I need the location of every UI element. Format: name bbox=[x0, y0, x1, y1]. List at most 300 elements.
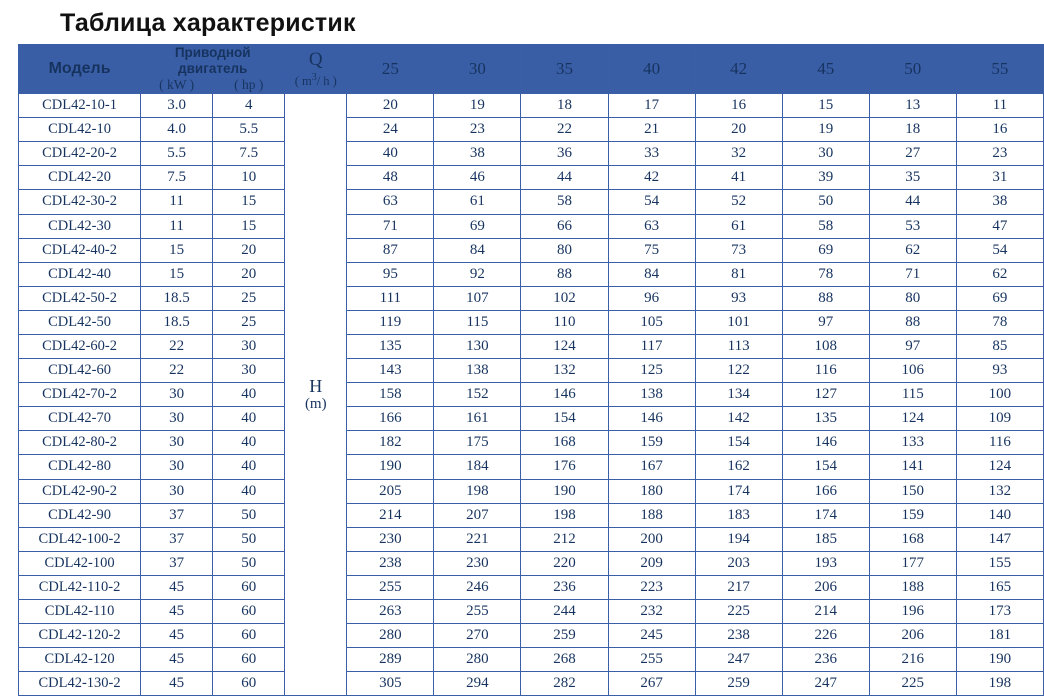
cell-head-value: 166 bbox=[782, 479, 869, 503]
cell-head-value: 135 bbox=[347, 334, 434, 358]
cell-motor-kw: 45 bbox=[141, 600, 213, 624]
cell-motor-hp: 10 bbox=[213, 166, 285, 190]
cell-head-value: 146 bbox=[782, 431, 869, 455]
cell-head-value: 259 bbox=[695, 672, 782, 696]
cell-head-value: 18 bbox=[869, 118, 956, 142]
cell-head-value: 207 bbox=[434, 503, 521, 527]
cell-motor-hp: 20 bbox=[213, 262, 285, 286]
cell-head-value: 166 bbox=[347, 407, 434, 431]
cell-head-value: 180 bbox=[608, 479, 695, 503]
cell-head-value: 162 bbox=[695, 455, 782, 479]
table-row bbox=[19, 648, 1044, 672]
cell-head-value: 226 bbox=[782, 624, 869, 648]
cell-head-value: 188 bbox=[869, 575, 956, 599]
cell-model: CDL42-110 bbox=[19, 600, 141, 624]
cell-model: CDL42-30 bbox=[19, 214, 141, 238]
cell-motor-kw: 30 bbox=[141, 479, 213, 503]
table-row bbox=[19, 214, 1044, 238]
cell-head-value: 102 bbox=[521, 286, 608, 310]
header-flow-25: 25 bbox=[347, 45, 434, 94]
cell-head-value: 280 bbox=[434, 648, 521, 672]
cell-head-value: 161 bbox=[434, 407, 521, 431]
cell-head-value: 63 bbox=[347, 190, 434, 214]
table-row bbox=[19, 551, 1044, 575]
cell-head-value: 220 bbox=[521, 551, 608, 575]
cell-motor-hp: 40 bbox=[213, 431, 285, 455]
header-flow-unit bbox=[285, 72, 346, 89]
cell-model: CDL42-20 bbox=[19, 166, 141, 190]
cell-head-value: 159 bbox=[869, 503, 956, 527]
cell-head-value: 152 bbox=[434, 383, 521, 407]
cell-motor-kw: 37 bbox=[141, 503, 213, 527]
cell-head-value: 15 bbox=[782, 94, 869, 118]
cell-head-value: 146 bbox=[521, 383, 608, 407]
table-row bbox=[19, 238, 1044, 262]
table-row bbox=[19, 672, 1044, 696]
table-row bbox=[19, 575, 1044, 599]
cell-head-value: 125 bbox=[608, 359, 695, 383]
cell-head-value: 69 bbox=[434, 214, 521, 238]
cell-model: CDL42-90 bbox=[19, 503, 141, 527]
cell-head-value: 13 bbox=[869, 94, 956, 118]
cell-head-value: 132 bbox=[521, 359, 608, 383]
cell-head-value: 54 bbox=[956, 238, 1043, 262]
cell-head-value: 154 bbox=[782, 455, 869, 479]
cell-motor-hp: 30 bbox=[213, 334, 285, 358]
cell-head-value: 88 bbox=[521, 262, 608, 286]
cell-motor-hp: 15 bbox=[213, 214, 285, 238]
cell-head-value: 88 bbox=[782, 286, 869, 310]
cell-head-value: 101 bbox=[695, 310, 782, 334]
head-unit: (m) bbox=[304, 396, 327, 413]
cell-head-value: 184 bbox=[434, 455, 521, 479]
cell-head-value: 165 bbox=[956, 575, 1043, 599]
cell-head-value: 236 bbox=[521, 575, 608, 599]
cell-head-value: 20 bbox=[347, 94, 434, 118]
cell-head-value: 19 bbox=[434, 94, 521, 118]
cell-head-value: 133 bbox=[869, 431, 956, 455]
cell-head-value: 20 bbox=[695, 118, 782, 142]
cell-motor-kw: 45 bbox=[141, 672, 213, 696]
cell-head-value: 110 bbox=[521, 310, 608, 334]
cell-head-value: 106 bbox=[869, 359, 956, 383]
cell-head-value: 50 bbox=[782, 190, 869, 214]
cell-head-value: 35 bbox=[869, 166, 956, 190]
cell-head-value: 154 bbox=[521, 407, 608, 431]
cell-head-value: 134 bbox=[695, 383, 782, 407]
cell-head-value: 115 bbox=[869, 383, 956, 407]
cell-head-value: 96 bbox=[608, 286, 695, 310]
cell-head-value: 225 bbox=[695, 600, 782, 624]
cell-head-value: 44 bbox=[869, 190, 956, 214]
cell-head-value: 140 bbox=[956, 503, 1043, 527]
cell-head-value: 188 bbox=[608, 503, 695, 527]
header-flow-42: 42 bbox=[695, 45, 782, 94]
cell-head-value: 92 bbox=[434, 262, 521, 286]
table-row bbox=[19, 431, 1044, 455]
cell-motor-hp: 40 bbox=[213, 383, 285, 407]
head-axis-label bbox=[285, 94, 347, 696]
cell-head-value: 31 bbox=[956, 166, 1043, 190]
cell-model: CDL42-70 bbox=[19, 407, 141, 431]
cell-head-value: 18 bbox=[521, 94, 608, 118]
header-motor: Приводной двигатель bbox=[141, 45, 285, 77]
cell-head-value: 174 bbox=[782, 503, 869, 527]
cell-head-value: 16 bbox=[695, 94, 782, 118]
cell-head-value: 61 bbox=[695, 214, 782, 238]
cell-head-value: 32 bbox=[695, 142, 782, 166]
header-row-1 bbox=[19, 45, 1044, 77]
cell-head-value: 54 bbox=[608, 190, 695, 214]
cell-head-value: 23 bbox=[956, 142, 1043, 166]
cell-head-value: 119 bbox=[347, 310, 434, 334]
cell-head-value: 176 bbox=[521, 455, 608, 479]
cell-head-value: 135 bbox=[782, 407, 869, 431]
header-flow-unit-sup: 3 bbox=[311, 71, 317, 83]
cell-head-value: 238 bbox=[695, 624, 782, 648]
cell-motor-kw: 18.5 bbox=[141, 286, 213, 310]
cell-motor-kw: 30 bbox=[141, 383, 213, 407]
cell-model: CDL42-30-2 bbox=[19, 190, 141, 214]
cell-head-value: 87 bbox=[347, 238, 434, 262]
cell-head-value: 93 bbox=[956, 359, 1043, 383]
table-row bbox=[19, 262, 1044, 286]
table-row bbox=[19, 334, 1044, 358]
cell-head-value: 244 bbox=[521, 600, 608, 624]
cell-head-value: 17 bbox=[608, 94, 695, 118]
cell-head-value: 146 bbox=[608, 407, 695, 431]
cell-model: CDL42-10-1 bbox=[19, 94, 141, 118]
cell-head-value: 48 bbox=[347, 166, 434, 190]
header-motor-hp: ( hp ) bbox=[213, 77, 285, 94]
table-row bbox=[19, 118, 1044, 142]
cell-head-value: 198 bbox=[521, 503, 608, 527]
cell-model: CDL42-90-2 bbox=[19, 479, 141, 503]
cell-motor-hp: 25 bbox=[213, 286, 285, 310]
cell-motor-hp: 40 bbox=[213, 479, 285, 503]
cell-head-value: 205 bbox=[347, 479, 434, 503]
cell-head-value: 97 bbox=[869, 334, 956, 358]
cell-head-value: 150 bbox=[869, 479, 956, 503]
cell-motor-hp: 60 bbox=[213, 575, 285, 599]
cell-motor-hp: 25 bbox=[213, 310, 285, 334]
cell-head-value: 53 bbox=[869, 214, 956, 238]
cell-model: CDL42-10 bbox=[19, 118, 141, 142]
cell-head-value: 141 bbox=[869, 455, 956, 479]
cell-head-value: 217 bbox=[695, 575, 782, 599]
cell-head-value: 66 bbox=[521, 214, 608, 238]
cell-head-value: 132 bbox=[956, 479, 1043, 503]
cell-head-value: 40 bbox=[347, 142, 434, 166]
cell-head-value: 39 bbox=[782, 166, 869, 190]
cell-head-value: 245 bbox=[608, 624, 695, 648]
cell-head-value: 216 bbox=[869, 648, 956, 672]
table-row bbox=[19, 527, 1044, 551]
table-row bbox=[19, 503, 1044, 527]
cell-model: CDL42-70-2 bbox=[19, 383, 141, 407]
header-flow-30: 30 bbox=[434, 45, 521, 94]
cell-head-value: 19 bbox=[782, 118, 869, 142]
cell-head-value: 196 bbox=[869, 600, 956, 624]
cell-head-value: 138 bbox=[434, 359, 521, 383]
cell-motor-kw: 22 bbox=[141, 359, 213, 383]
cell-head-value: 62 bbox=[956, 262, 1043, 286]
cell-head-value: 259 bbox=[521, 624, 608, 648]
header-flow-45: 45 bbox=[782, 45, 869, 94]
cell-head-value: 124 bbox=[869, 407, 956, 431]
cell-head-value: 255 bbox=[347, 575, 434, 599]
cell-motor-kw: 45 bbox=[141, 624, 213, 648]
cell-motor-kw: 30 bbox=[141, 431, 213, 455]
cell-head-value: 221 bbox=[434, 527, 521, 551]
cell-head-value: 27 bbox=[869, 142, 956, 166]
cell-head-value: 255 bbox=[608, 648, 695, 672]
cell-head-value: 117 bbox=[608, 334, 695, 358]
cell-head-value: 168 bbox=[869, 527, 956, 551]
cell-head-value: 46 bbox=[434, 166, 521, 190]
cell-head-value: 41 bbox=[695, 166, 782, 190]
cell-motor-kw: 30 bbox=[141, 407, 213, 431]
cell-head-value: 305 bbox=[347, 672, 434, 696]
cell-head-value: 62 bbox=[869, 238, 956, 262]
cell-motor-kw: 37 bbox=[141, 551, 213, 575]
head-symbol: H bbox=[309, 375, 323, 396]
header-flow-unit-tail: / h ) bbox=[316, 73, 337, 88]
cell-head-value: 246 bbox=[434, 575, 521, 599]
cell-head-value: 280 bbox=[347, 624, 434, 648]
cell-model: CDL42-100-2 bbox=[19, 527, 141, 551]
cell-head-value: 58 bbox=[782, 214, 869, 238]
cell-head-value: 44 bbox=[521, 166, 608, 190]
cell-motor-kw: 7.5 bbox=[141, 166, 213, 190]
cell-head-value: 263 bbox=[347, 600, 434, 624]
cell-motor-kw: 4.0 bbox=[141, 118, 213, 142]
cell-head-value: 232 bbox=[608, 600, 695, 624]
table-row bbox=[19, 383, 1044, 407]
cell-model: CDL42-100 bbox=[19, 551, 141, 575]
cell-motor-hp: 40 bbox=[213, 455, 285, 479]
cell-head-value: 95 bbox=[347, 262, 434, 286]
cell-head-value: 190 bbox=[347, 455, 434, 479]
page-title: Таблица характеристик bbox=[60, 9, 356, 37]
cell-head-value: 198 bbox=[956, 672, 1043, 696]
cell-head-value: 124 bbox=[521, 334, 608, 358]
cell-head-value: 42 bbox=[608, 166, 695, 190]
cell-model: CDL42-80 bbox=[19, 455, 141, 479]
cell-head-value: 113 bbox=[695, 334, 782, 358]
cell-motor-hp: 15 bbox=[213, 190, 285, 214]
cell-head-value: 230 bbox=[434, 551, 521, 575]
cell-head-value: 69 bbox=[782, 238, 869, 262]
cell-motor-kw: 15 bbox=[141, 262, 213, 286]
table-row bbox=[19, 479, 1044, 503]
cell-head-value: 190 bbox=[521, 479, 608, 503]
cell-head-value: 124 bbox=[956, 455, 1043, 479]
cell-head-value: 63 bbox=[608, 214, 695, 238]
cell-head-value: 107 bbox=[434, 286, 521, 310]
cell-head-value: 143 bbox=[347, 359, 434, 383]
cell-head-value: 212 bbox=[521, 527, 608, 551]
cell-head-value: 214 bbox=[782, 600, 869, 624]
header-flow-50: 50 bbox=[869, 45, 956, 94]
cell-motor-hp: 40 bbox=[213, 407, 285, 431]
cell-head-value: 230 bbox=[347, 527, 434, 551]
cell-head-value: 168 bbox=[521, 431, 608, 455]
cell-head-value: 78 bbox=[956, 310, 1043, 334]
cell-head-value: 61 bbox=[434, 190, 521, 214]
cell-head-value: 214 bbox=[347, 503, 434, 527]
cell-head-value: 122 bbox=[695, 359, 782, 383]
cell-head-value: 21 bbox=[608, 118, 695, 142]
cell-head-value: 158 bbox=[347, 383, 434, 407]
table-body bbox=[19, 94, 1044, 696]
cell-motor-hp: 4 bbox=[213, 94, 285, 118]
specification-table bbox=[18, 44, 1044, 696]
table-header bbox=[19, 45, 1044, 94]
cell-model: CDL42-60 bbox=[19, 359, 141, 383]
cell-motor-hp: 30 bbox=[213, 359, 285, 383]
table-row bbox=[19, 310, 1044, 334]
cell-head-value: 181 bbox=[956, 624, 1043, 648]
cell-head-value: 80 bbox=[869, 286, 956, 310]
cell-head-value: 105 bbox=[608, 310, 695, 334]
cell-head-value: 33 bbox=[608, 142, 695, 166]
cell-motor-kw: 37 bbox=[141, 527, 213, 551]
cell-head-value: 270 bbox=[434, 624, 521, 648]
header-model: Модель bbox=[19, 45, 141, 94]
cell-head-value: 111 bbox=[347, 286, 434, 310]
cell-head-value: 185 bbox=[782, 527, 869, 551]
cell-motor-kw: 18.5 bbox=[141, 310, 213, 334]
cell-head-value: 282 bbox=[521, 672, 608, 696]
cell-head-value: 73 bbox=[695, 238, 782, 262]
cell-motor-hp: 7.5 bbox=[213, 142, 285, 166]
header-flow-40: 40 bbox=[608, 45, 695, 94]
cell-head-value: 81 bbox=[695, 262, 782, 286]
cell-head-value: 247 bbox=[782, 672, 869, 696]
cell-head-value: 159 bbox=[608, 431, 695, 455]
cell-model: CDL42-130-2 bbox=[19, 672, 141, 696]
table-row bbox=[19, 407, 1044, 431]
cell-motor-kw: 3.0 bbox=[141, 94, 213, 118]
cell-head-value: 30 bbox=[782, 142, 869, 166]
cell-motor-kw: 22 bbox=[141, 334, 213, 358]
cell-head-value: 182 bbox=[347, 431, 434, 455]
cell-head-value: 147 bbox=[956, 527, 1043, 551]
cell-head-value: 183 bbox=[695, 503, 782, 527]
cell-motor-hp: 50 bbox=[213, 503, 285, 527]
cell-head-value: 225 bbox=[869, 672, 956, 696]
cell-motor-hp: 60 bbox=[213, 648, 285, 672]
cell-head-value: 238 bbox=[347, 551, 434, 575]
cell-head-value: 47 bbox=[956, 214, 1043, 238]
cell-motor-hp: 60 bbox=[213, 600, 285, 624]
cell-motor-kw: 5.5 bbox=[141, 142, 213, 166]
table-row bbox=[19, 624, 1044, 648]
cell-head-value: 190 bbox=[956, 648, 1043, 672]
cell-motor-hp: 50 bbox=[213, 551, 285, 575]
cell-head-value: 24 bbox=[347, 118, 434, 142]
cell-motor-kw: 30 bbox=[141, 455, 213, 479]
table-row bbox=[19, 94, 1044, 118]
cell-motor-hp: 20 bbox=[213, 238, 285, 262]
cell-motor-kw: 45 bbox=[141, 575, 213, 599]
cell-head-value: 155 bbox=[956, 551, 1043, 575]
cell-head-value: 198 bbox=[434, 479, 521, 503]
cell-head-value: 116 bbox=[782, 359, 869, 383]
cell-head-value: 100 bbox=[956, 383, 1043, 407]
cell-head-value: 84 bbox=[434, 238, 521, 262]
cell-head-value: 142 bbox=[695, 407, 782, 431]
cell-head-value: 93 bbox=[695, 286, 782, 310]
cell-head-value: 109 bbox=[956, 407, 1043, 431]
cell-head-value: 52 bbox=[695, 190, 782, 214]
cell-model: CDL42-80-2 bbox=[19, 431, 141, 455]
cell-head-value: 267 bbox=[608, 672, 695, 696]
cell-head-value: 36 bbox=[521, 142, 608, 166]
header-flow-unit-base: ( m bbox=[294, 73, 312, 88]
table-row bbox=[19, 359, 1044, 383]
cell-model: CDL42-110-2 bbox=[19, 575, 141, 599]
cell-head-value: 268 bbox=[521, 648, 608, 672]
cell-head-value: 206 bbox=[782, 575, 869, 599]
cell-head-value: 75 bbox=[608, 238, 695, 262]
cell-motor-kw: 15 bbox=[141, 238, 213, 262]
cell-head-value: 16 bbox=[956, 118, 1043, 142]
cell-head-value: 167 bbox=[608, 455, 695, 479]
cell-head-value: 85 bbox=[956, 334, 1043, 358]
header-flow-symbol-letter: Q bbox=[308, 48, 323, 70]
cell-head-value: 38 bbox=[434, 142, 521, 166]
cell-head-value: 127 bbox=[782, 383, 869, 407]
table-row bbox=[19, 142, 1044, 166]
cell-model: CDL42-50-2 bbox=[19, 286, 141, 310]
cell-head-value: 88 bbox=[869, 310, 956, 334]
cell-head-value: 11 bbox=[956, 94, 1043, 118]
cell-head-value: 116 bbox=[956, 431, 1043, 455]
cell-head-value: 200 bbox=[608, 527, 695, 551]
cell-head-value: 294 bbox=[434, 672, 521, 696]
cell-head-value: 78 bbox=[782, 262, 869, 286]
cell-head-value: 22 bbox=[521, 118, 608, 142]
header-flow-35: 35 bbox=[521, 45, 608, 94]
table-row bbox=[19, 190, 1044, 214]
cell-model: CDL42-60-2 bbox=[19, 334, 141, 358]
header-flow-55: 55 bbox=[956, 45, 1043, 94]
cell-head-value: 209 bbox=[608, 551, 695, 575]
cell-motor-kw: 11 bbox=[141, 214, 213, 238]
cell-motor-kw: 11 bbox=[141, 190, 213, 214]
cell-head-value: 174 bbox=[695, 479, 782, 503]
cell-model: CDL42-120-2 bbox=[19, 624, 141, 648]
cell-head-value: 173 bbox=[956, 600, 1043, 624]
cell-head-value: 80 bbox=[521, 238, 608, 262]
cell-motor-hp: 60 bbox=[213, 624, 285, 648]
cell-model: CDL42-50 bbox=[19, 310, 141, 334]
table-row bbox=[19, 166, 1044, 190]
cell-head-value: 58 bbox=[521, 190, 608, 214]
cell-motor-hp: 50 bbox=[213, 527, 285, 551]
cell-head-value: 38 bbox=[956, 190, 1043, 214]
table-row bbox=[19, 455, 1044, 479]
table-row bbox=[19, 600, 1044, 624]
cell-head-value: 71 bbox=[347, 214, 434, 238]
cell-head-value: 255 bbox=[434, 600, 521, 624]
cell-model: CDL42-120 bbox=[19, 648, 141, 672]
cell-head-value: 289 bbox=[347, 648, 434, 672]
cell-head-value: 97 bbox=[782, 310, 869, 334]
cell-head-value: 71 bbox=[869, 262, 956, 286]
